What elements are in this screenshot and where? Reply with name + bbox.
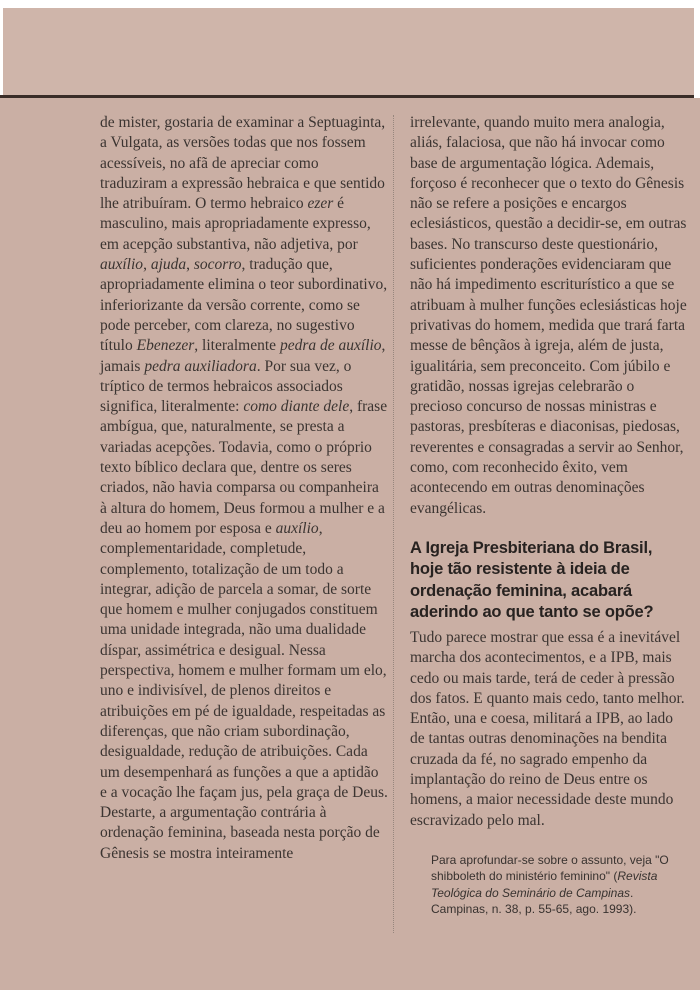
column-divider [393,115,394,933]
left-column-paragraph: de mister, gostaria de examinar a Septuaginta, a Vulgata, as versões todas que nos fossem acessíveis, no afã de apreciar como traduziram a expressão hebraica e que sentido lhe atribuíram. O termo hebraico ezer é masculino, mais apropriadamente expresso, em acepção substantiva, não adjetiva, por auxílio, ajuda, socorro, tradução que, apropriadamente elimina o teor subordinativo, inferiorizante da versão corrente, como se pode perceber, com clareza, no sugestivo título Ebenezer, literalmente pedra de auxílio, jamais pedra auxiliadora. Por sua vez, o tríptico de termos hebraicos associados significa, literalmente: como diante dele, frase ambígua, que, naturalmente, se presta a variadas acepções. Todavia, como o próprio texto bíblico declara que, dentre os seres criados, não havia comparsa ou companheira à altura do homem, Deus formou a mulher e a deu ao homem por esposa e auxílio, complementaridade, completude, complemento, totalização de um todo a integrar, adição de parcela a somar, de sorte que homem e mulher conjugados constituem uma unidade integrada, não uma dualidade díspar, assimétrica e desigual. Nessa perspectiva, homem e mulher formam um elo, uno e indivisível, de plenos direitos e atribuições em pé de igualdade, respeitadas as diferenças, que não criam subordinação, desigualdade, redução de atribuições. Cada um desempenhará as funções a que a aptidão e a vocação lhe façam jus, pela graça de Deus. Destarte, a argumentação contrária à ordenação feminina, baseada nesta porção de Gênesis se mostra inteiramente [100,114,388,862]
content-area [0,98,700,990]
answer-paragraph: Tudo parece mostrar que essa é a inevitável marcha dos acontecimentos, e a IPB, mais cedo ou mais tarde, terá de ceder à pressão dos fatos. E quanto mais cedo, tanto melhor. Então, una e coesa, militará a IPB, ao lado de tantas outras denominações na bendita cruzada da fé, no sagrado empenho da implantação do reino de Deus entre os homens, a maior necessidade deste mundo escravizado pelo mal. [410,628,685,829]
right-column [410,113,688,918]
footnote: Para aprofundar-se sobre o assunto, veja "O shibboleth do ministério feminino" (Revista Teológica do Seminário de Campinas. Campinas, n. 38, p. 55-65, ago. 1993). [431,852,669,917]
header-band [3,8,694,95]
right-column-continuation: irrelevante, quando muito mera analogia, aliás, falaciosa, que não há invocar como base de argumentação lógica. Ademais, forçoso é reconhecer que o texto do Gênesis não se refere a posições e encargos eclesiásticos, questão a decidir-se, em outras bases. No transcurso deste questionário, suficientes ponderações evidenciaram que não há impedimento escriturístico a que se atribuam à mulher funções eclesiásticas hoje privativas do homem, medida que trará farta messe de bênçãos à igreja, além de justa, igualitária, sem preconceito. Com júbilo e gratidão, nossas igrejas celebrarão o precioso concurso de nossas ministras e pastoras, presbíteras e diaconisas, piedosas, reverentes e consagradas a servir ao Senhor, como, com reconhecido êxito, vem acontecendo em outras denominações evangélicas. [410,114,687,517]
left-column [100,113,389,864]
question-heading: A Igreja Presbiteriana do Brasil, hoje tão resistente à ideia de ordenação feminina, acabará aderindo ao que tanto se opõe? [410,538,654,622]
